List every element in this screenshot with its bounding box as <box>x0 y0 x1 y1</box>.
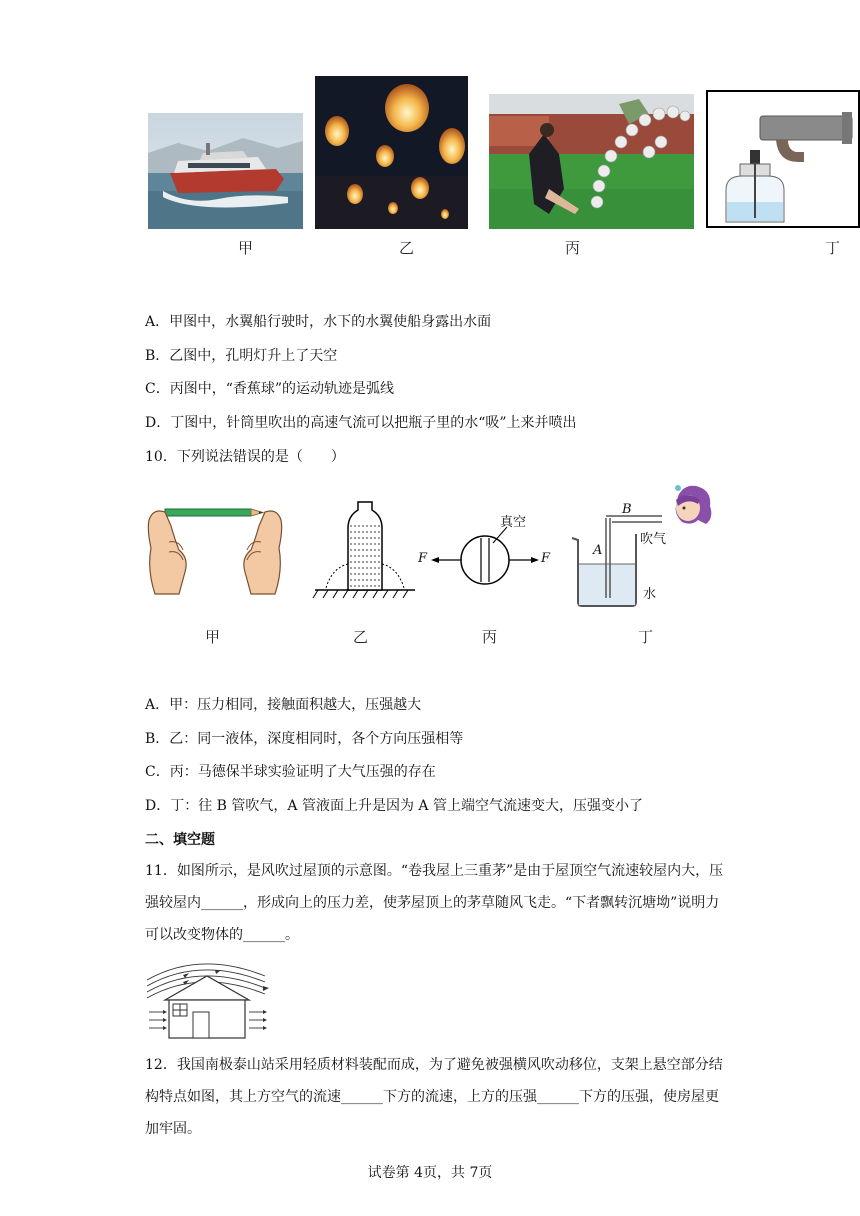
hydrofoil-boat-photo-icon <box>148 113 303 229</box>
blow-label: 吹气 <box>640 532 667 547</box>
pencil-hands-icon <box>145 500 285 595</box>
figure-label-ding: 丁 <box>825 239 841 257</box>
q10-option-c: C．丙：马德保半球实验证明了大气压强的存在 <box>145 764 436 780</box>
figure-ding-sprayer <box>706 90 860 228</box>
q11-text: 11．如图所示，是风吹过屋顶的示意图。“卷我屋上三重茅”是由于屋顶空气流速较屋内大，压强较屋内______，形成向上的压力差，使茅屋顶上的茅草随风飞走。“下者飘转沉塘坳”说明力可以改变物体的______。 <box>145 863 724 943</box>
b-tube-label: B <box>622 502 632 517</box>
sky-lanterns-photo-icon <box>315 76 468 229</box>
q10-label-bing: 丙 <box>482 628 498 646</box>
f-right-label: F <box>541 551 551 566</box>
q9-option-d: D．丁图中，针筒里吹出的高速气流可以把瓶子里的水“吸”上来并喷出 <box>145 415 577 431</box>
q9-option-b: B．乙图中，孔明灯升上了天空 <box>145 348 338 364</box>
a-tube-label: A <box>593 543 603 558</box>
q12-text: 12．我国南极泰山站采用轻质材料装配而成，为了避免被强横风吹动移位，支架上悬空部分结构特点如图，其上方空气的流速______下方的流速，上方的压强______下方的压强，使房屋更加牢固。 <box>145 1057 723 1137</box>
q10-label-jia: 甲 <box>205 628 221 646</box>
figure-label-yi: 乙 <box>399 239 415 257</box>
figure-bing-banana-kick <box>489 94 694 229</box>
wind-over-roof-icon <box>145 960 270 1040</box>
q10-stem: 10．下列说法错误的是（ ） <box>145 449 345 465</box>
water-bottle-holes-icon <box>310 498 420 602</box>
figure-wind-roof <box>145 960 270 1040</box>
page-footer: 试卷第 4页，共 7页 <box>367 1165 493 1181</box>
figure-yi-bottle <box>310 498 420 602</box>
banana-kick-photo-icon <box>489 94 694 229</box>
q10-option-a: A．甲：压力相同，接触面积越大，压强越大 <box>145 697 422 713</box>
figure-label-jia: 甲 <box>238 239 254 257</box>
q10-option-b: B．乙：同一液体，深度相同时，各个方向压强相等 <box>145 731 464 747</box>
section-heading: 二、填空题 <box>145 832 215 848</box>
magdeburg-hemispheres-icon <box>415 505 555 590</box>
figure-label-bing: 丙 <box>565 239 581 257</box>
q9-option-a: A．甲图中，水翼船行驶时，水下的水翼使船身露出水面 <box>145 314 492 330</box>
figure-bing-magdeburg <box>415 505 555 590</box>
q10-label-ding: 丁 <box>638 628 654 646</box>
figure-yi-lanterns <box>315 76 468 229</box>
figure-jia-pencil-hands <box>145 500 285 595</box>
water-label: 水 <box>643 587 657 602</box>
q10-label-yi: 乙 <box>353 628 369 646</box>
vacuum-label: 真空 <box>500 515 527 530</box>
sprayer-diagram-icon <box>706 90 860 228</box>
figure-jia-hydrofoil <box>148 113 303 229</box>
q10-option-d: D．丁：往 B 管吹气，A 管液面上升是因为 A 管上端空气流速变大，压强变小了 <box>145 798 643 814</box>
f-left-label: F <box>418 551 428 566</box>
q9-option-c: C．丙图中，“香蕉球”的运动轨迹是弧线 <box>145 381 395 397</box>
